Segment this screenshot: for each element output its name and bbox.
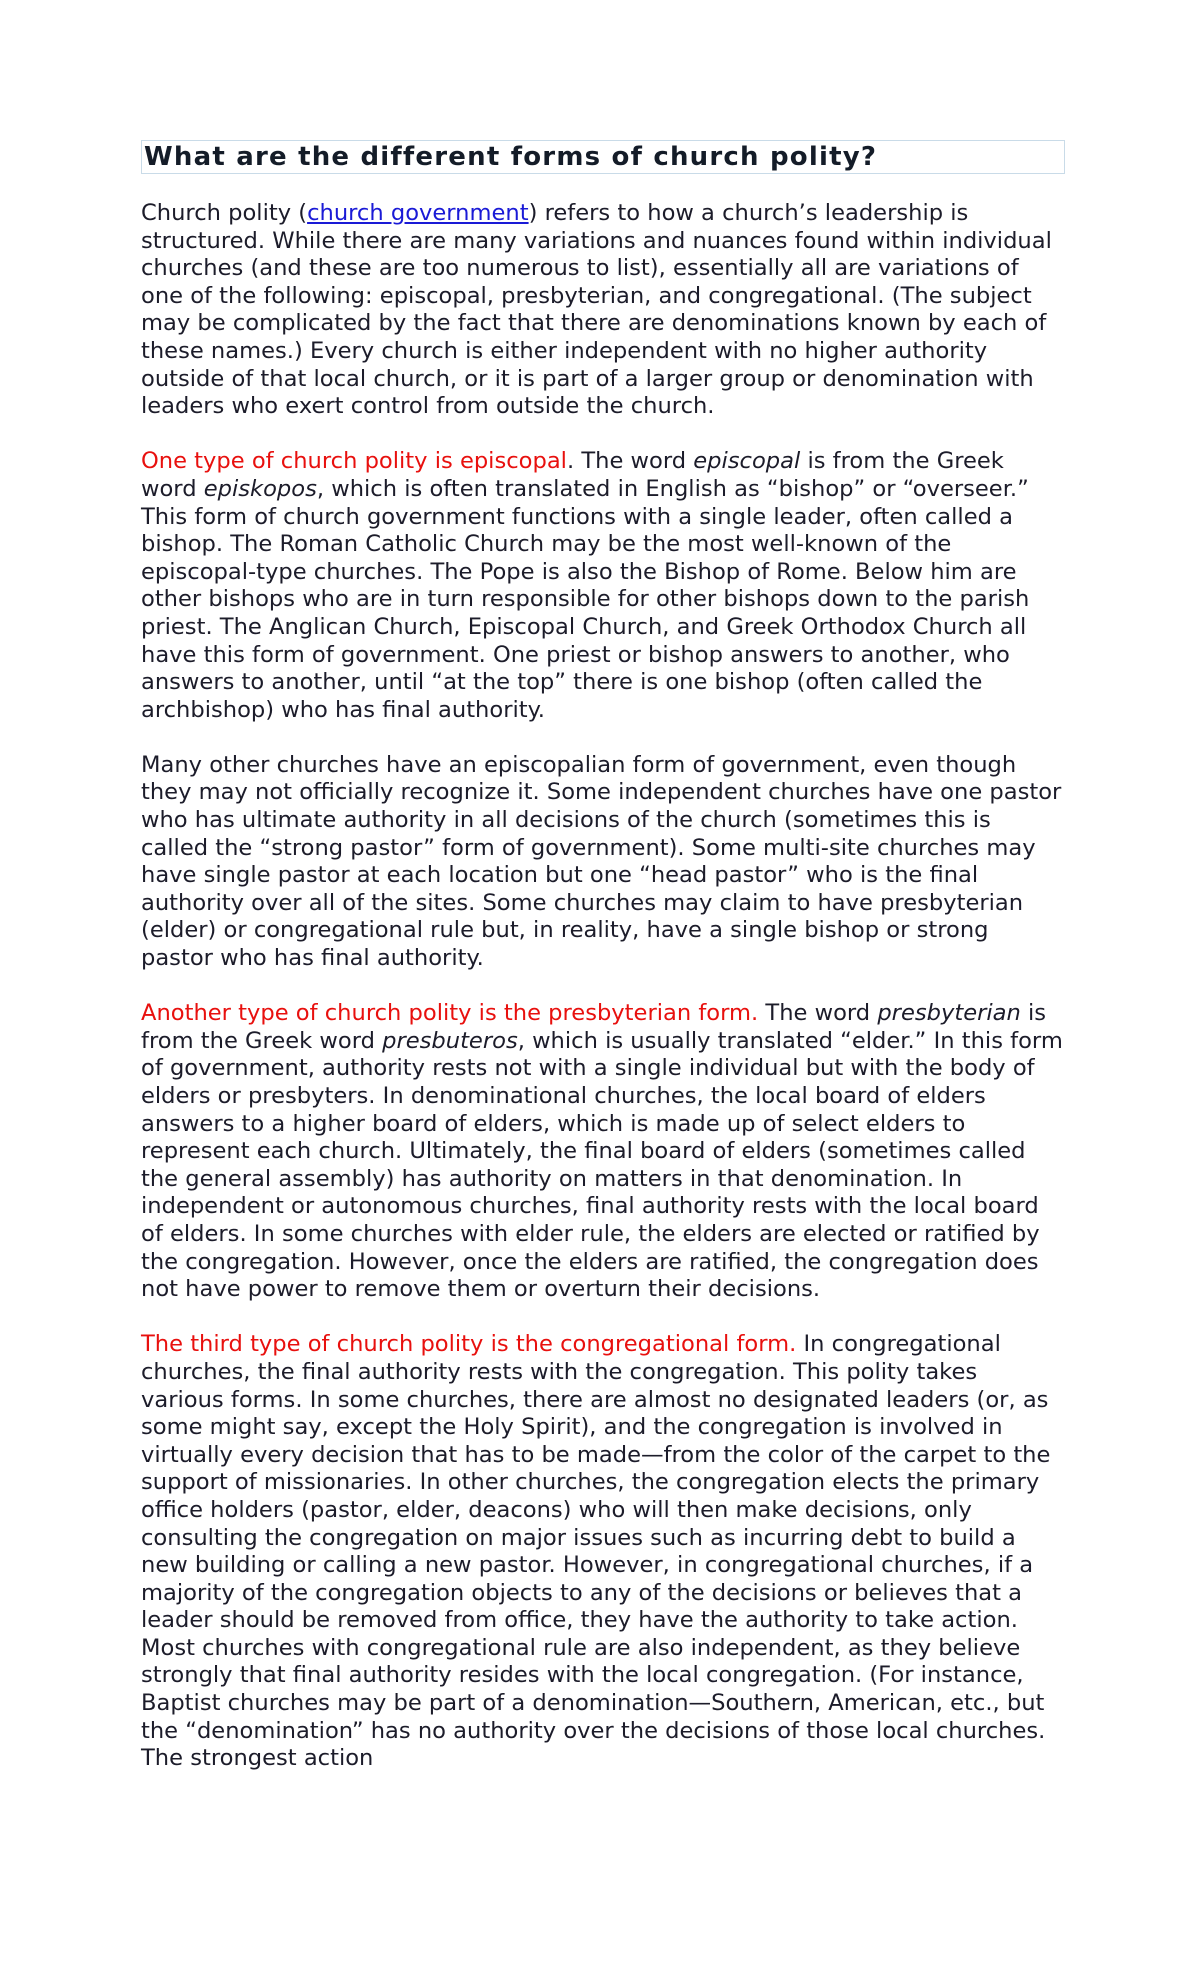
paragraph-presbyterian xyxy=(141,1000,1065,1304)
paragraph-intro xyxy=(141,200,1065,421)
episcopal-text-b: is from the Greek word xyxy=(141,448,1004,502)
church-government-link[interactable]: church government xyxy=(307,200,529,226)
presbyterian-term: presbyterian xyxy=(877,1000,1021,1027)
presbyterian-text-c: , which is usually translated “elder.” In this form of government, authority rests not with a single individual but with the body of elders or presbyters. In denominational churches, the local board of elders answers to a higher board of elders, which is made up of select elders to represent each church. Ultimately, the final board of elders (sometimes called the general assembly) has authority on matters in that denomination. In independent or autonomous churches, final authority rests with the local board of elders. In some churches with elder rule, the elders are elected or ratified by the congregation. However, once the elders are ratified, the congregation does not have power to remove them or overturn their decisions. xyxy=(141,1027,1063,1303)
presbuteros-term: presbuteros xyxy=(382,1027,518,1054)
episcopal-term: episcopal xyxy=(693,448,801,475)
presbyterian-text-a: The word xyxy=(758,1000,878,1027)
title-box xyxy=(141,140,1065,174)
page-title: What are the different forms of church polity? xyxy=(144,142,878,172)
paragraph-congregational xyxy=(141,1331,1065,1773)
episcopal-text-a: . The word xyxy=(566,448,694,475)
presbyterian-text-b: is from the Greek word xyxy=(141,1000,1047,1054)
article xyxy=(141,140,1065,1773)
paragraph-episcopal xyxy=(141,448,1065,724)
congregational-highlight: The third type of church polity is the congregational form. xyxy=(141,1331,797,1358)
episcopal-text-c: , which is often translated in English as “bishop” or “overseer.” This form of church government functions with a single leader, often called a bishop. The Roman Catholic Church may be the most well-known of the episcopal-type churches. The Pope is also the Bishop of Rome. Below him are other bishops who are in turn responsible for other bishops down to the parish priest. The Anglican Church, Episcopal Church, and Greek Orthodox Church all have this form of government. One priest or bishop answers to another, who answers to another, until “at the top” there is one bishop (often called the archbishop) who has final authority. xyxy=(141,475,1030,723)
presbyterian-highlight: Another type of church polity is the presbyterian form. xyxy=(141,1000,759,1027)
paragraph-episcopalian-churches: Many other churches have an episcopalian form of government, even though they may not officially recognize it. Some independent churches have one pastor who has ultimate authority in all decisions of the church (sometimes this is called the “strong pastor” form of government). Some multi-site churches may have single pastor at each location but one “head pastor” who is the final authority over all of the sites. Some churches may claim to have presbyterian (elder) or congregational rule but, in reality, have a single bishop or strong pastor who has final authority. xyxy=(141,751,1062,972)
congregational-text: In congregational churches, the final authority rests with the congregation. This polity takes various forms. In some churches, there are almost no designated leaders (or, as some might say, except the Holy Spirit), and the congregation is involved in virtually every decision that has to be made—from the color of the carpet to the support of missionaries. In other churches, the congregation elects the primary office holders (pastor, elder, deacons) who will then make decisions, only consulting the congregation on major issues such as incurring debt to build a new building or calling a new pastor. However, in congregational churches, if a majority of the congregation objects to any of the decisions or believes that a leader should be removed from office, they have the authority to take action. Most churches with congregational rule are also independent, as they believe strongly that final authority resides with the local congregation. (For instance, Baptist churches may be part of a denomination—Southern, American, etc., but the “denomination” has no authority over the decisions of those local churches. The strongest action xyxy=(141,1331,1051,1772)
intro-text-rest: ) refers to how a church’s leadership is structured. While there are many variations and nuances found within individual churches (and these are too numerous to list), essentially all are variations of one of the following: episcopal, presbyterian, and congregational. (The subject may be complicated by the fact that there are denominations known by each of these names.) Every church is either independent with no higher authority outside of that local church, or it is part of a larger group or denomination with leaders who exert control from outside the church. xyxy=(141,200,1052,420)
episkopos-term: episkopos xyxy=(203,475,317,502)
episcopal-highlight: One type of church polity is episcopal xyxy=(141,448,567,475)
intro-text-start: Church polity ( xyxy=(141,200,308,226)
